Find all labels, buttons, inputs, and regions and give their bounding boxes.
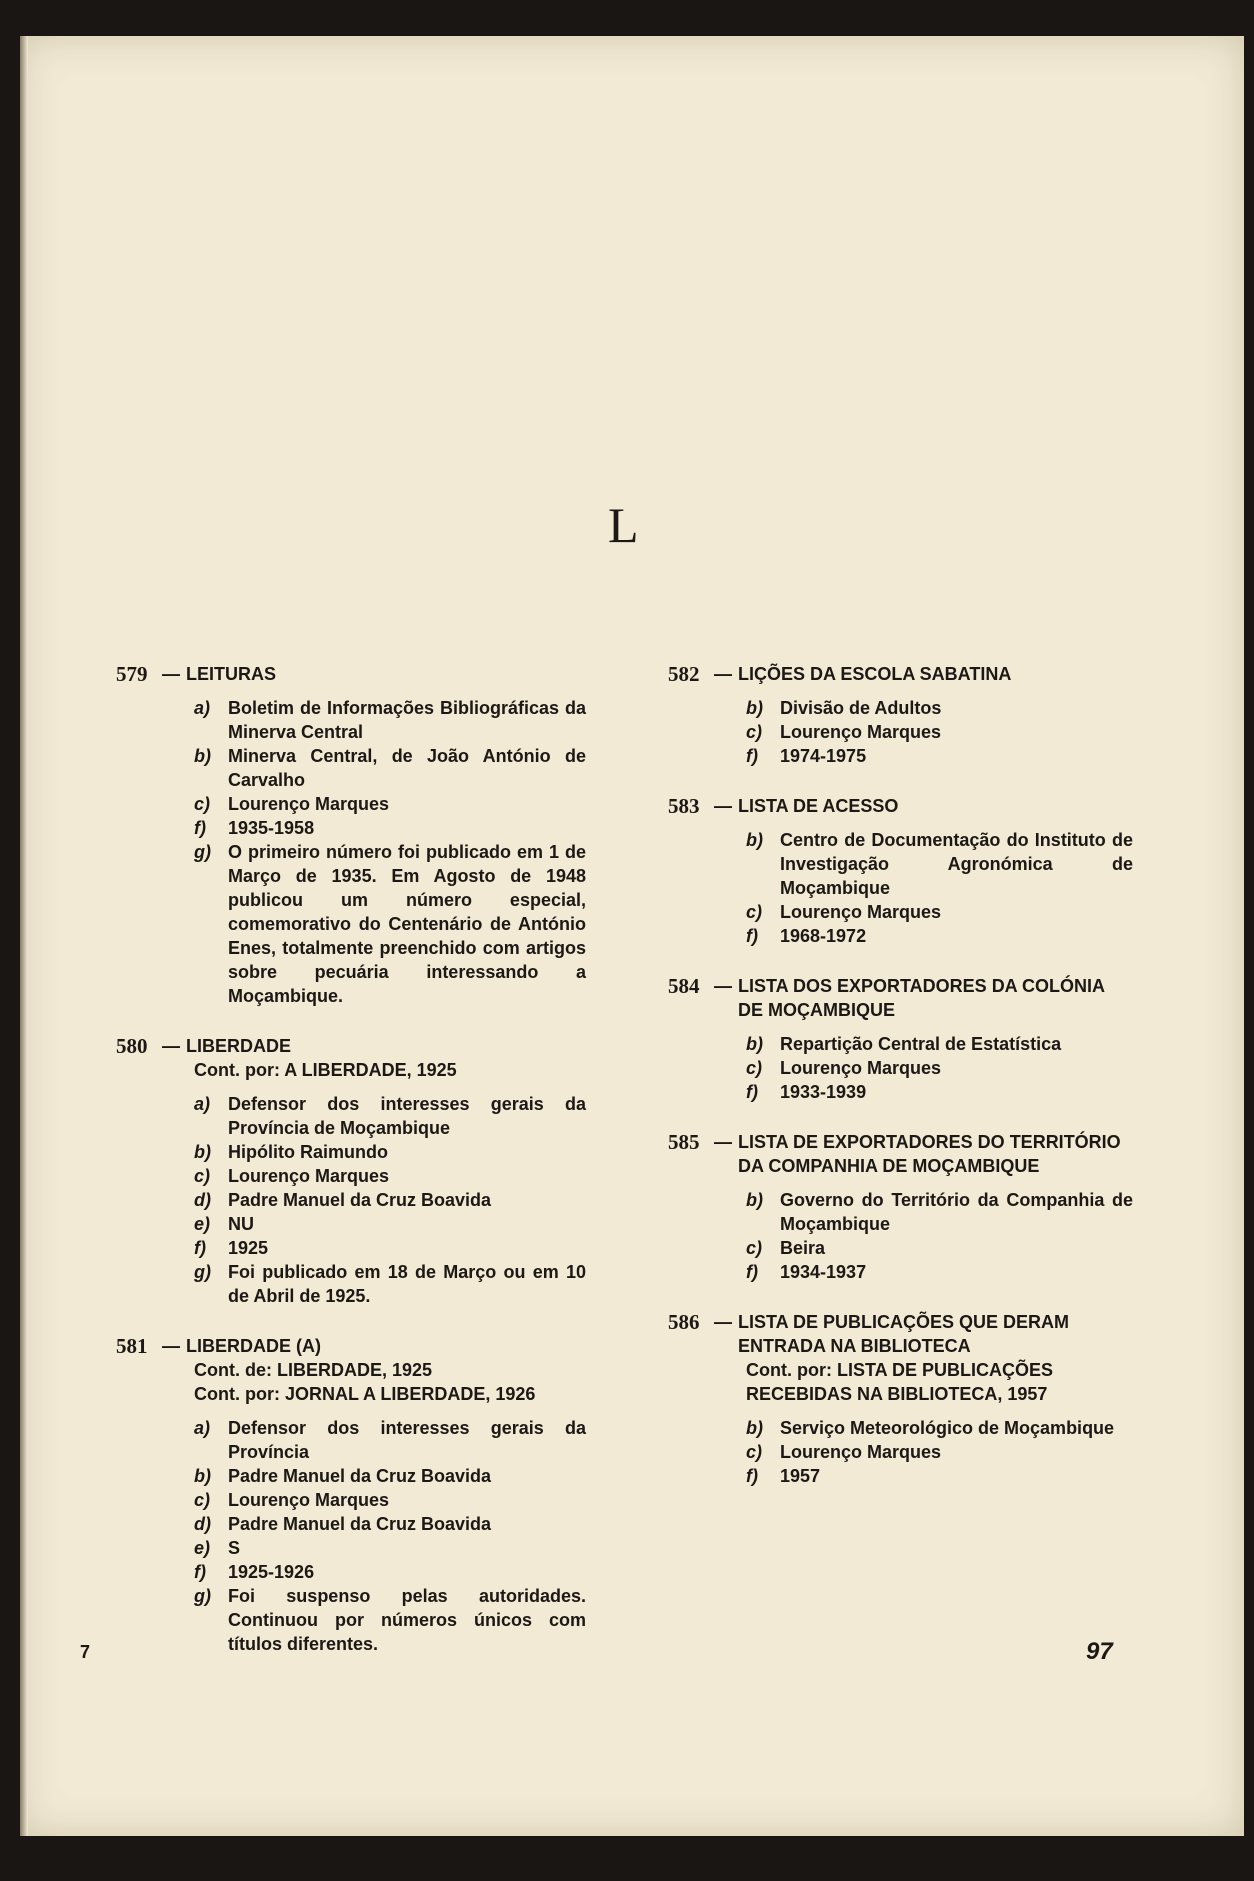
entry-heading [668, 1130, 1133, 1178]
field-value: Defensor dos interesses gerais da Província [228, 1418, 586, 1462]
field-key: g) [194, 1262, 211, 1282]
entry-field [746, 828, 1133, 900]
field-key: b) [746, 830, 763, 850]
entry-number: 584 [668, 974, 700, 998]
field-key: f) [746, 926, 758, 946]
entry-field [194, 1584, 586, 1656]
entry-number: 581 [116, 1334, 148, 1358]
entry-heading [668, 794, 1133, 818]
field-value: S [228, 1538, 241, 1558]
field-key: c) [194, 1490, 211, 1510]
field-value: 1925 [228, 1238, 269, 1258]
entry-field [746, 1032, 1133, 1056]
entry-field [194, 1092, 586, 1140]
catalog-entry [116, 662, 586, 1008]
entry-heading [668, 1310, 1133, 1358]
entry-number: 585 [668, 1130, 700, 1154]
entry-number: 579 [116, 662, 148, 686]
field-value: 1935-1958 [228, 818, 315, 838]
entry-heading [668, 662, 1133, 686]
entry-dash: — [714, 1312, 732, 1332]
entry-field [746, 924, 1133, 948]
entry-number: 586 [668, 1310, 700, 1334]
entry-dash: — [162, 1336, 180, 1356]
entry-title: LISTA DE ACESSO [738, 796, 899, 816]
entry-field [194, 1260, 586, 1308]
continuation-note: Cont. por: LISTA DE PUBLICAÇÕES RECEBIDAS NA BIBLIOTECA, 1957 [746, 1360, 1053, 1404]
continuation-note: Cont. por: JORNAL A LIBERDADE, 1926 [194, 1384, 536, 1404]
field-key: b) [194, 1142, 211, 1162]
field-value: Governo do Território da Companhia de Moçambique [780, 1190, 1133, 1234]
field-value: Boletim de Informações Bibliográficas da Minerva Central [228, 698, 586, 742]
field-value: Hipólito Raimundo [228, 1142, 388, 1162]
field-value: Lourenço Marques [780, 1442, 942, 1462]
entry-field [194, 1560, 586, 1584]
field-key: c) [746, 1442, 763, 1462]
entry-field [194, 1416, 586, 1464]
field-value: Centro de Documentação do Instituto de Investigação Agronómica de Moçambique [780, 830, 1133, 898]
entry-field [746, 1056, 1133, 1080]
page-spine-shadow [20, 36, 28, 1836]
field-value: NU [228, 1214, 254, 1234]
field-key: e) [194, 1538, 211, 1558]
entry-heading [116, 662, 586, 686]
continuation-note: Cont. por: A LIBERDADE, 1925 [194, 1060, 457, 1080]
entry-field [746, 1260, 1133, 1284]
field-key: g) [194, 1586, 211, 1606]
entry-title: LISTA DE PUBLICAÇÕES QUE DERAM ENTRADA NA BIBLIOTECA [738, 1312, 1070, 1356]
field-key: d) [194, 1514, 211, 1534]
entry-fields [116, 1416, 586, 1656]
field-key: b) [746, 1034, 763, 1054]
field-value: Padre Manuel da Cruz Boavida [228, 1190, 492, 1210]
field-value: 1933-1939 [780, 1082, 867, 1102]
field-key: c) [746, 902, 763, 922]
entry-field [746, 900, 1133, 924]
entry-field [746, 1440, 1133, 1464]
field-key: a) [194, 698, 211, 718]
field-key: b) [194, 746, 211, 766]
entry-number: 580 [116, 1034, 148, 1058]
field-value: Lourenço Marques [780, 722, 942, 742]
field-key: f) [746, 1082, 758, 1102]
field-key: d) [194, 1190, 211, 1210]
entry-field [194, 696, 586, 744]
entry-field [194, 1140, 586, 1164]
catalog-entry [668, 974, 1133, 1104]
field-value: Lourenço Marques [228, 1490, 390, 1510]
field-value: 1934-1937 [780, 1262, 867, 1282]
entry-heading [116, 1334, 586, 1358]
field-key: c) [746, 1238, 763, 1258]
bleed-through-text [110, 216, 590, 636]
field-value: Padre Manuel da Cruz Boavida [228, 1514, 492, 1534]
entry-field [746, 744, 1133, 768]
entry-field [194, 1536, 586, 1560]
field-key: f) [194, 1562, 206, 1582]
field-value: Minerva Central, de João António de Carvalho [228, 746, 586, 790]
field-value: 1974-1975 [780, 746, 867, 766]
field-key: f) [746, 1466, 758, 1486]
entry-field [746, 720, 1133, 744]
field-key: c) [746, 1058, 763, 1078]
entry-fields [668, 1032, 1133, 1104]
catalog-entry [116, 1034, 586, 1308]
field-key: c) [746, 722, 763, 742]
entry-title: LEITURAS [186, 664, 276, 684]
signature-mark: 7 [80, 1642, 91, 1662]
field-key: g) [194, 842, 211, 862]
bleed-through-text [660, 216, 1140, 596]
field-key: c) [194, 794, 211, 814]
field-value: Defensor dos interesses gerais da Província de Moçambique [228, 1094, 586, 1138]
field-value: Serviço Meteorológico de Moçambique [780, 1418, 1115, 1438]
entry-heading [116, 1034, 586, 1058]
entry-field [194, 792, 586, 816]
entry-title: LIÇÕES DA ESCOLA SABATINA [738, 664, 1012, 684]
entry-field [194, 816, 586, 840]
field-value: Beira [780, 1238, 826, 1258]
entry-fields [116, 696, 586, 1008]
right-column [668, 662, 1133, 1514]
entry-dash: — [162, 664, 180, 684]
field-key: b) [746, 1190, 763, 1210]
catalog-entry [116, 1334, 586, 1656]
field-value: Foi publicado em 18 de Março ou em 10 de Abril de 1925. [228, 1262, 586, 1306]
entry-field [746, 1464, 1133, 1488]
entry-fields [116, 1092, 586, 1308]
entry-field [194, 1488, 586, 1512]
entry-field [194, 1212, 586, 1236]
entry-field [194, 1464, 586, 1488]
field-value: Foi suspenso pelas autoridades. Continuou por números únicos com títulos diferentes. [228, 1586, 586, 1654]
field-key: b) [194, 1466, 211, 1486]
entry-field [194, 1236, 586, 1260]
entry-field [746, 1188, 1133, 1236]
entry-field [194, 1164, 586, 1188]
catalog-entry [668, 1310, 1133, 1488]
entry-field [194, 1188, 586, 1212]
left-column [116, 662, 586, 1682]
catalog-entry [668, 794, 1133, 948]
book-page [20, 36, 1244, 1836]
entry-title: LIBERDADE (A) [186, 1336, 321, 1356]
entry-fields [668, 828, 1133, 948]
entry-dash: — [162, 1036, 180, 1056]
page-number: 97 [1086, 1638, 1113, 1665]
field-value: 1968-1972 [780, 926, 867, 946]
entry-field [194, 840, 586, 1008]
entry-number: 583 [668, 794, 700, 818]
entry-number: 582 [668, 662, 700, 686]
catalog-entry [668, 1130, 1133, 1284]
field-key: b) [746, 698, 763, 718]
field-value: Lourenço Marques [780, 1058, 942, 1078]
field-value: Lourenço Marques [228, 1166, 390, 1186]
field-key: c) [194, 1166, 211, 1186]
field-value: Lourenço Marques [228, 794, 390, 814]
entry-field [746, 1080, 1133, 1104]
entry-fields [668, 1188, 1133, 1284]
entry-field [194, 744, 586, 792]
field-key: f) [194, 1238, 206, 1258]
entry-dash: — [714, 796, 732, 816]
entry-fields [668, 696, 1133, 768]
field-key: b) [746, 1418, 763, 1438]
entry-dash: — [714, 976, 732, 996]
field-value: O primeiro número foi publicado em 1 de Março de 1935. Em Agosto de 1948 publicou um número especial, comemorativo do Centenário de António Enes, totalmente preenchido com artigos sobre pecuária interessando a Moçambique. [228, 842, 586, 1006]
field-value: 1957 [780, 1466, 821, 1486]
field-value: 1925-1926 [228, 1562, 315, 1582]
field-key: e) [194, 1214, 211, 1234]
entry-fields [668, 1416, 1133, 1488]
entry-field [746, 1416, 1133, 1440]
entry-heading [668, 974, 1133, 1022]
field-key: f) [746, 1262, 758, 1282]
field-key: f) [746, 746, 758, 766]
field-key: a) [194, 1418, 211, 1438]
entry-dash: — [714, 1132, 732, 1152]
continuation-note: Cont. de: LIBERDADE, 1925 [194, 1360, 433, 1380]
entry-title: LIBERDADE [186, 1036, 292, 1056]
field-key: a) [194, 1094, 211, 1114]
field-key: f) [194, 818, 206, 838]
field-value: Lourenço Marques [780, 902, 942, 922]
field-value: Padre Manuel da Cruz Boavida [228, 1466, 492, 1486]
entry-dash: — [714, 664, 732, 684]
entry-field [746, 696, 1133, 720]
field-value: Divisão de Adultos [780, 698, 942, 718]
catalog-entry [668, 662, 1133, 768]
entry-field [746, 1236, 1133, 1260]
field-value: Repartição Central de Estatística [780, 1034, 1062, 1054]
entry-title: LISTA DE EXPORTADORES DO TERRITÓRIO DA COMPANHIA DE MOÇAMBIQUE [738, 1132, 1121, 1176]
section-letter: L [608, 497, 639, 553]
entry-field [194, 1512, 586, 1536]
entry-title: LISTA DOS EXPORTADORES DA COLÓNIA DE MOÇAMBIQUE [738, 976, 1105, 1020]
